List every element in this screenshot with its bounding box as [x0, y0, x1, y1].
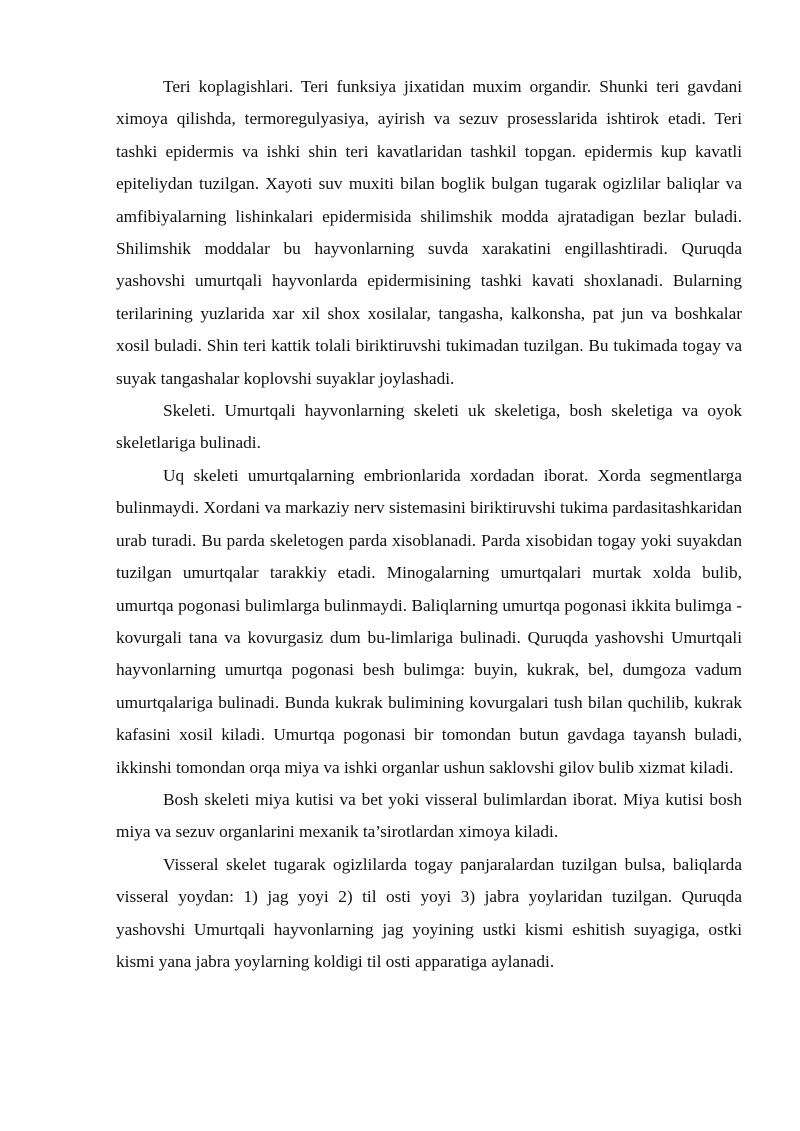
paragraph-skeleton-intro: Skeleti. Umurtqali hayvonlarning skeleti uk skeletiga, bosh skeletiga va oyok skeletlariga bulinadi. [116, 401, 742, 453]
document-page [116, 71, 742, 978]
paragraph-axial-skeleton: Uq skeleti umurtqalarning embrionlarida xordadan iborat. Xorda segmentlarga bulinmaydi. Xordani va markaziy nerv sistemasini biriktiruvshi tukima pardasitashkaridan urab turadi. Bu parda skeletogen parda xisoblanadi. Parda xisobidan togay yoki suyakdan tuzilgan umurtqalar tarakkiy etadi. Minogalarning umurtqalari murtak xolda bulib, umurtqa pogonasi bulimlarga bulinmaydi. Baliqlarning umurtqa pogonasi ikkita bulimga - kovurgali tana va kovurgasiz dum bu-limlariga bulinadi. Quruqda yashovshi Umurtqali hayvonlarning umurtqa pogonasi besh bulimga: buyin, kukrak, bel, dumgoza vadum umurtqalariga bulinadi. Bunda kukrak bulimining kovurgalari tush bilan quchilib, kukrak kafasini xosil kiladi. Umurtqa pogonasi bir tomondan butun gavdaga tayansh buladi, ikkinshi tomondan orqa miya va ishki organlar ushun saklovshi gilov bulib xizmat kiladi. [116, 465, 742, 777]
paragraph-visceral-skeleton: Visseral skelet tugarak ogizlilarda togay panjaralardan tuzilgan bulsa, baliqlarda visseral yoydan: 1) jag yoyi 2) til osti yoyi 3) jabra yoylaridan tuzilgan. Quruqda yashovshi Umurtqali hayvonlarning jag yoyining ustki kismi eshitish suyagiga, ostki kismi yana jabra yoylarning koldigi til osti apparatiga aylanadi. [116, 854, 742, 971]
paragraph-skin-covering: Teri koplagishlari. Teri funksiya jixatidan muxim organdir. Shunki teri gavdani ximoya qilishda, termoregulyasiya, ayirish va sezuv prosesslarida ishtirok etadi. Teri tashki epidermis va ishki shin teri kavatlaridan tashkil topgan. epidermis kup kavatli epiteliydan tuzilgan. Xayoti suv muxiti bilan boglik bulgan tugarak ogizlilar baliqlar va amfibiyalarning lishinkalari epidermisida shilimshik modda ajratadigan bezlar buladi. Shilimshik moddalar bu hayvonlarning suvda xarakatini engillashtiradi. Quruqda yashovshi umurtqali hayvonlarda epidermisining tashki kavati shoxlanadi. Bularning terilarining yuzlarida xar xil shox xosilalar, tangasha, kalkonsha, pat jun va boshkalar xosil buladi. Shin teri kattik tolali biriktiruvshi tukimadan tuzilgan. Bu tukimada togay va suyak tangashalar koplovshi suyaklar joylashadi. [116, 77, 742, 388]
paragraph-head-skeleton: Bosh skeleti miya kutisi va bet yoki visseral bulimlardan iborat. Miya kutisi bosh miya va sezuv organlarini mexanik ta’sirotlardan ximoya kiladi. [116, 789, 742, 842]
